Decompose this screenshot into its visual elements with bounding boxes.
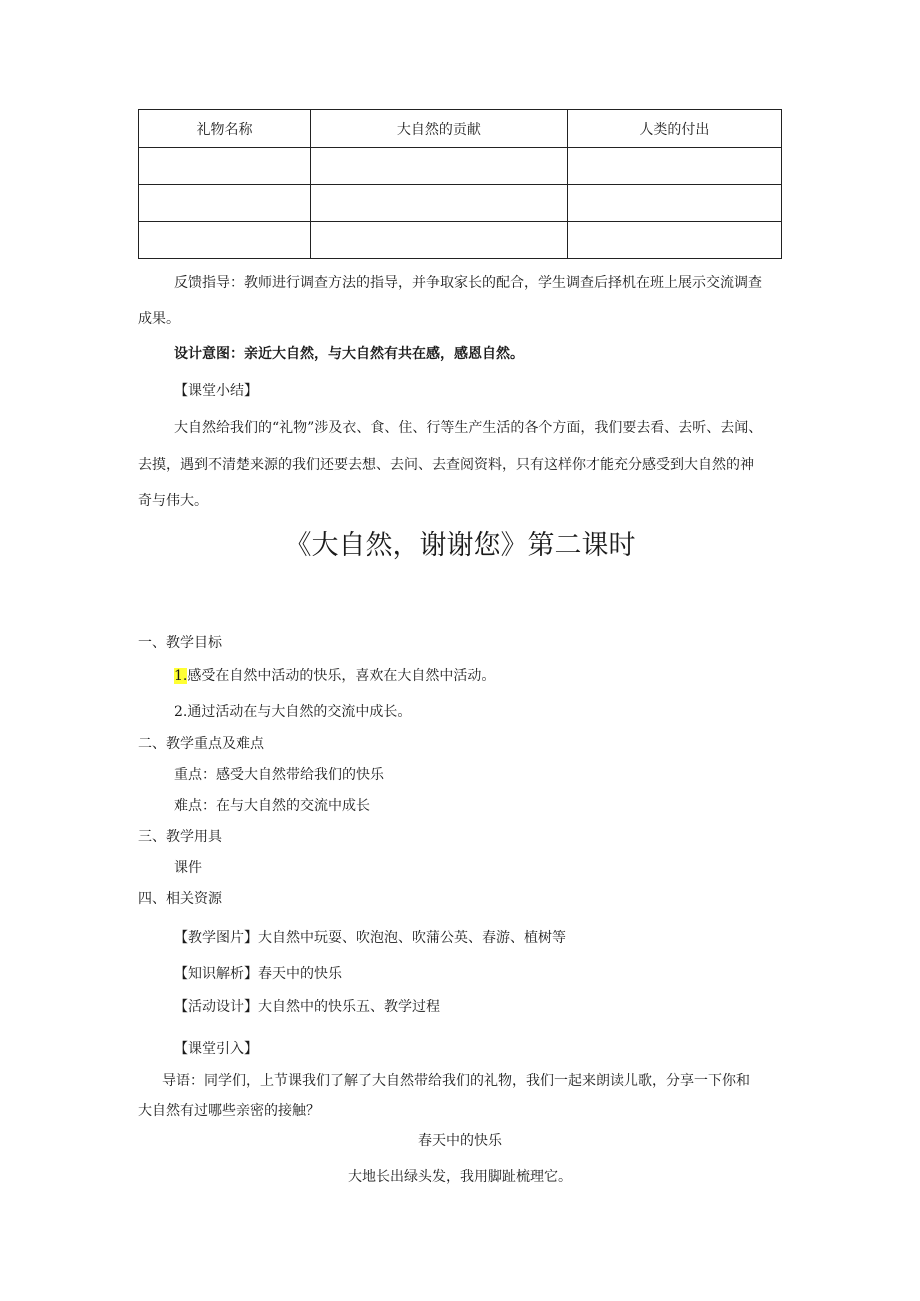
- table-cell: [139, 148, 311, 185]
- table-cell: [567, 148, 781, 185]
- objective-2: 2.通过活动在与大自然的交流中成长。: [174, 704, 412, 720]
- table-cell: [139, 222, 311, 259]
- table-cell: [311, 148, 568, 185]
- survey-table: [138, 109, 782, 259]
- header-human-effort: 人类的付出: [567, 110, 781, 148]
- section-2-heading: 二、教学重点及难点: [138, 736, 264, 752]
- objective-1-text: 感受在自然中活动的快乐，喜欢在大自然中活动。: [187, 668, 496, 684]
- table-cell: [567, 222, 781, 259]
- resource-activity: 【活动设计】大自然中的快乐五、教学过程: [174, 999, 440, 1015]
- table-row: [139, 148, 782, 185]
- header-gift-name: 礼物名称: [139, 110, 311, 148]
- poem-line-1: 大地长出绿头发，我用脚趾梳理它。: [348, 1169, 572, 1185]
- section-4-heading: 四、相关资源: [138, 891, 222, 907]
- table-header-row: [139, 110, 782, 148]
- table-cell: [139, 185, 311, 222]
- poem-title: 春天中的快乐: [418, 1133, 502, 1149]
- key-point: 重点：感受大自然带给我们的快乐: [174, 767, 384, 783]
- resource-knowledge: 【知识解析】春天中的快乐: [174, 966, 342, 982]
- resource-pictures: 【教学图片】大自然中玩耍、吹泡泡、吹蒲公英、春游、植树等: [174, 930, 566, 946]
- teaching-tool: 课件: [174, 860, 202, 876]
- objective-1-number: 1.: [174, 668, 188, 684]
- summary-line-3: 奇与伟大。: [138, 493, 208, 509]
- table-cell: [311, 222, 568, 259]
- table-row: [139, 185, 782, 222]
- table-row: [139, 222, 782, 259]
- intro-heading: 【课堂引入】: [174, 1041, 258, 1057]
- difficult-point: 难点：在与大自然的交流中成长: [174, 798, 370, 814]
- header-nature-contribution: 大自然的贡献: [311, 110, 568, 148]
- table-cell: [311, 185, 568, 222]
- summary-line-2: 去摸，遇到不清楚来源的我们还要去想、去问、去查阅资料，只有这样你才能充分感受到大自然的神: [138, 457, 754, 473]
- feedback-line-2: 成果。: [138, 311, 180, 327]
- section-3-heading: 三、教学用具: [138, 829, 222, 845]
- feedback-line-1: 反馈指导：教师进行调查方法的指导，并争取家长的配合，学生调查后择机在班上展示交流调查: [174, 275, 762, 291]
- summary-line-1: 大自然给我们的“礼物”涉及衣、食、住、行等生产生活的各个方面，我们要去看、去听、去闻、: [174, 420, 763, 436]
- design-intent: 设计意图：亲近大自然，与大自然有共在感，感恩自然。: [174, 346, 524, 362]
- intro-line-2: 大自然有过哪些亲密的接触？: [138, 1103, 320, 1119]
- summary-heading: 【课堂小结】: [174, 383, 258, 399]
- table-cell: [567, 185, 781, 222]
- lesson-title: 《大自然，谢谢您》第二课时: [284, 530, 636, 561]
- intro-line-1: 导语：同学们，上节课我们了解了大自然带给我们的礼物，我们一起来朗读儿歌，分享一下你和: [162, 1073, 750, 1089]
- objective-1: [174, 666, 495, 686]
- section-1-heading: 一、教学目标: [138, 635, 222, 651]
